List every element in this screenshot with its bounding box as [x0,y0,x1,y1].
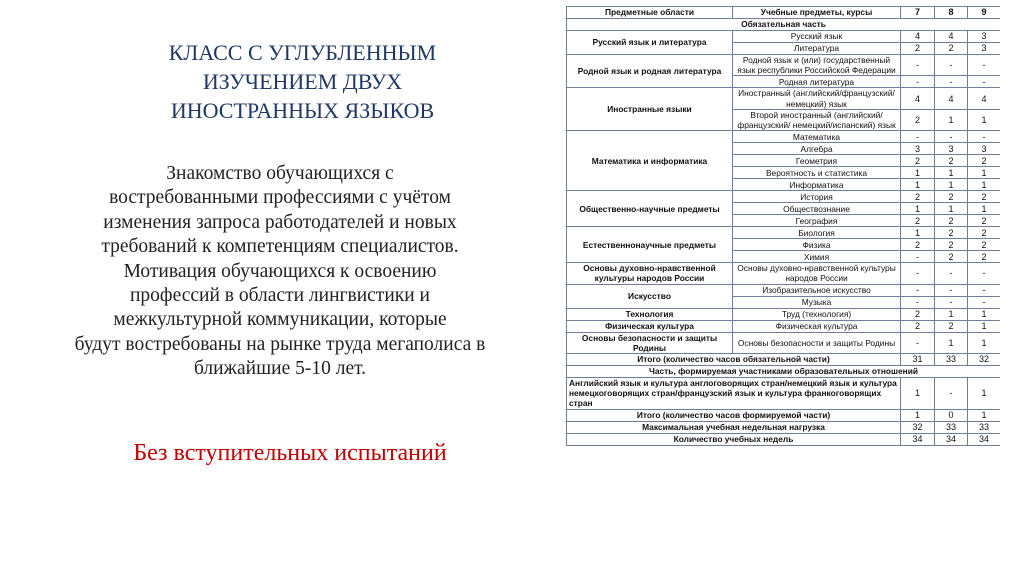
subject-cell: Иностранный (английский/французский/ немецкий) язык [733,88,901,109]
subject-cell: Родной язык и (или) государственный язык республики Российской Федерации [733,55,901,76]
table-row [567,284,1001,296]
area-math: Математика и информатика [567,131,733,191]
english-course-label: Английский язык и культура англоговорящих стран/немецкий язык и культура немецкоговорящих стран/французский язык и культура франкоговорящих стран [567,378,901,410]
hours-cell: 32 [901,421,935,433]
max-load-label: Максимальная учебная недельная нагрузка [567,421,901,433]
hours-cell: 3 [901,143,935,155]
subject-cell: Музыка [733,296,901,308]
area-tech: Технология [567,308,733,320]
hours-cell: 2 [935,155,968,167]
hours-cell: 1 [968,378,1001,410]
hours-cell: 1 [968,409,1001,421]
hours-cell: 34 [901,433,935,445]
desc-line: изменения запроса работодателей и новых [103,211,457,233]
total-formed-label: Итого (количество часов формируемой части) [567,409,901,421]
hours-cell: 2 [901,239,935,251]
hours-cell: 31 [901,354,935,366]
curriculum-table-wrapper [566,6,1000,574]
hours-cell: 3 [968,143,1001,155]
hours-cell: - [935,284,968,296]
subject-cell: Геометрия [733,155,901,167]
subject-cell: История [733,191,901,203]
hours-cell: 1 [968,332,1001,353]
area-science: Естественнонаучные предметы [567,227,733,263]
hours-cell: 33 [968,421,1001,433]
hours-cell: 3 [968,31,1001,43]
table-row [567,227,1001,239]
table-row [567,378,1001,410]
hours-cell: 4 [901,31,935,43]
hours-cell: - [901,284,935,296]
hours-cell: 2 [935,227,968,239]
hours-cell: 0 [935,409,968,421]
hours-cell: - [935,296,968,308]
hours-cell: 2 [935,191,968,203]
hours-cell: 3 [968,43,1001,55]
hours-cell: 1 [968,167,1001,179]
area-pe: Физическая культура [567,320,733,332]
desc-line: будут востребованы на рынке труда мегаполиса в [74,333,486,355]
hours-cell: 2 [935,215,968,227]
hours-cell: 1 [901,179,935,191]
desc-line: межкультурной коммуникации, которые [113,309,447,331]
header-grade-8: 8 [935,7,968,19]
subject-cell: Литература [733,43,901,55]
area-native: Родной язык и родная литература [567,55,733,88]
desc-line: Мотивация обучающихся к освоению [123,260,437,282]
hours-cell: 1 [968,203,1001,215]
table-row [567,131,1001,143]
hours-cell: 2 [968,155,1001,167]
hours-cell: - [901,332,935,353]
hours-cell: 4 [901,88,935,109]
table-row [567,320,1001,332]
hours-cell: 1 [935,203,968,215]
hours-cell: - [901,131,935,143]
hours-cell: 2 [901,215,935,227]
subject-cell: Физическая культура [733,320,901,332]
class-description [40,162,520,382]
hours-cell: 32 [968,354,1001,366]
hours-cell: 2 [935,320,968,332]
total-row [567,409,1001,421]
header-subjects: Учебные предметы, курсы [733,7,901,19]
class-title [130,38,475,125]
desc-line: ближайшие 5-10 лет. [193,358,367,380]
header-area: Предметные области [567,7,733,19]
hours-cell: 1 [935,179,968,191]
hours-cell: 33 [935,421,968,433]
subject-cell: Труд (технология) [733,308,901,320]
header-grade-9: 9 [968,7,1001,19]
hours-cell: - [935,131,968,143]
hours-cell: 1 [968,179,1001,191]
subject-cell: Вероятность и статистика [733,167,901,179]
hours-cell: - [901,76,935,88]
hours-cell: 2 [901,320,935,332]
area-social: Общественно-научные предметы [567,191,733,227]
table-row [567,308,1001,320]
desc-line: требований к компетенциям специалистов. [101,236,459,258]
table-row [567,88,1001,109]
total-row [567,433,1001,445]
hours-cell: 34 [968,433,1001,445]
section-mandatory: Обязательная часть [567,19,1001,31]
title-line: ИНОСТРАННЫХ ЯЗЫКОВ [170,98,435,123]
hours-cell: 1 [968,109,1001,130]
table-row [567,55,1001,76]
section-row [567,366,1001,378]
hours-cell: 2 [968,191,1001,203]
hours-cell: - [901,296,935,308]
hours-cell: 2 [935,239,968,251]
subject-cell: Основы духовно-нравственной культуры народов России [733,263,901,284]
section-formed: Часть, формируемая участниками образовательных отношений [567,366,1001,378]
hours-cell: - [901,263,935,284]
hours-cell: 34 [935,433,968,445]
subject-cell: Химия [733,251,901,263]
hours-cell: 1 [901,227,935,239]
hours-cell: - [935,55,968,76]
total-mandatory-label: Итого (количество часов обязательной части) [567,354,901,366]
table-row [567,263,1001,284]
subject-cell: Русский язык [733,31,901,43]
section-row [567,19,1001,31]
hours-cell: 2 [968,251,1001,263]
hours-cell: 2 [968,215,1001,227]
hours-cell: 1 [935,167,968,179]
title-line: ИЗУЧЕНИЕМ ДВУХ [202,69,403,94]
hours-cell: 2 [968,227,1001,239]
hours-cell: 2 [968,239,1001,251]
hours-cell: 1 [968,308,1001,320]
hours-cell: 1 [935,109,968,130]
admission-note: Без вступительных испытаний [133,440,447,466]
hours-cell: 4 [935,88,968,109]
hours-cell: 4 [935,31,968,43]
hours-cell: - [968,55,1001,76]
total-row [567,354,1001,366]
subject-cell: Информатика [733,179,901,191]
hours-cell: - [968,76,1001,88]
hours-cell: - [935,263,968,284]
subject-cell: Физика [733,239,901,251]
subject-cell: Основы безопасности и защиты Родины [733,332,901,353]
table-row [567,332,1001,353]
header-grade-7: 7 [901,7,935,19]
area-odnkr: Основы духовно-нравственной культуры народов России [567,263,733,284]
hours-cell: 2 [901,109,935,130]
total-row [567,421,1001,433]
subject-cell: Изобразительное искусство [733,284,901,296]
area-art: Искусство [567,284,733,308]
subject-cell: Математика [733,131,901,143]
hours-cell: 2 [901,308,935,320]
hours-cell: 2 [901,191,935,203]
hours-cell: - [935,76,968,88]
hours-cell: - [968,296,1001,308]
hours-cell: 1 [901,203,935,215]
hours-cell: 2 [935,43,968,55]
weeks-label: Количество учебных недель [567,433,901,445]
title-line: КЛАСС С УГЛУБЛЕННЫМ [168,40,437,65]
area-russian: Русский язык и литература [567,31,733,55]
desc-line: профессий в области лингвистики и [130,285,430,307]
subject-cell: Биология [733,227,901,239]
curriculum-table [566,6,1000,446]
hours-cell: - [968,284,1001,296]
subject-cell: Второй иностранный (английский/ французский/ немецкий/испанский) язык [733,109,901,130]
subject-cell: Родная литература [733,76,901,88]
hours-cell: 1 [901,378,935,410]
hours-cell: - [901,55,935,76]
hours-cell: 4 [968,88,1001,109]
hours-cell: 33 [935,354,968,366]
table-row [567,31,1001,43]
table-header-row [567,7,1001,19]
hours-cell: 1 [901,167,935,179]
hours-cell: - [935,378,968,410]
area-obzr: Основы безопасности и защиты Родины [567,332,733,353]
hours-cell: - [968,131,1001,143]
hours-cell: - [968,263,1001,284]
hours-cell: 1 [901,409,935,421]
hours-cell: 2 [935,251,968,263]
table-row [567,191,1001,203]
hours-cell: 1 [935,332,968,353]
subject-cell: География [733,215,901,227]
hours-cell: 1 [935,308,968,320]
subject-cell: Обществознание [733,203,901,215]
subject-cell: Алгебра [733,143,901,155]
hours-cell: 2 [901,43,935,55]
hours-cell: 3 [935,143,968,155]
desc-line: востребованными профессиями с учётом [109,187,451,209]
desc-line: Знакомство обучающихся с [166,163,394,184]
hours-cell: - [901,251,935,263]
hours-cell: 1 [968,320,1001,332]
area-foreign: Иностранные языки [567,88,733,131]
hours-cell: 2 [901,155,935,167]
